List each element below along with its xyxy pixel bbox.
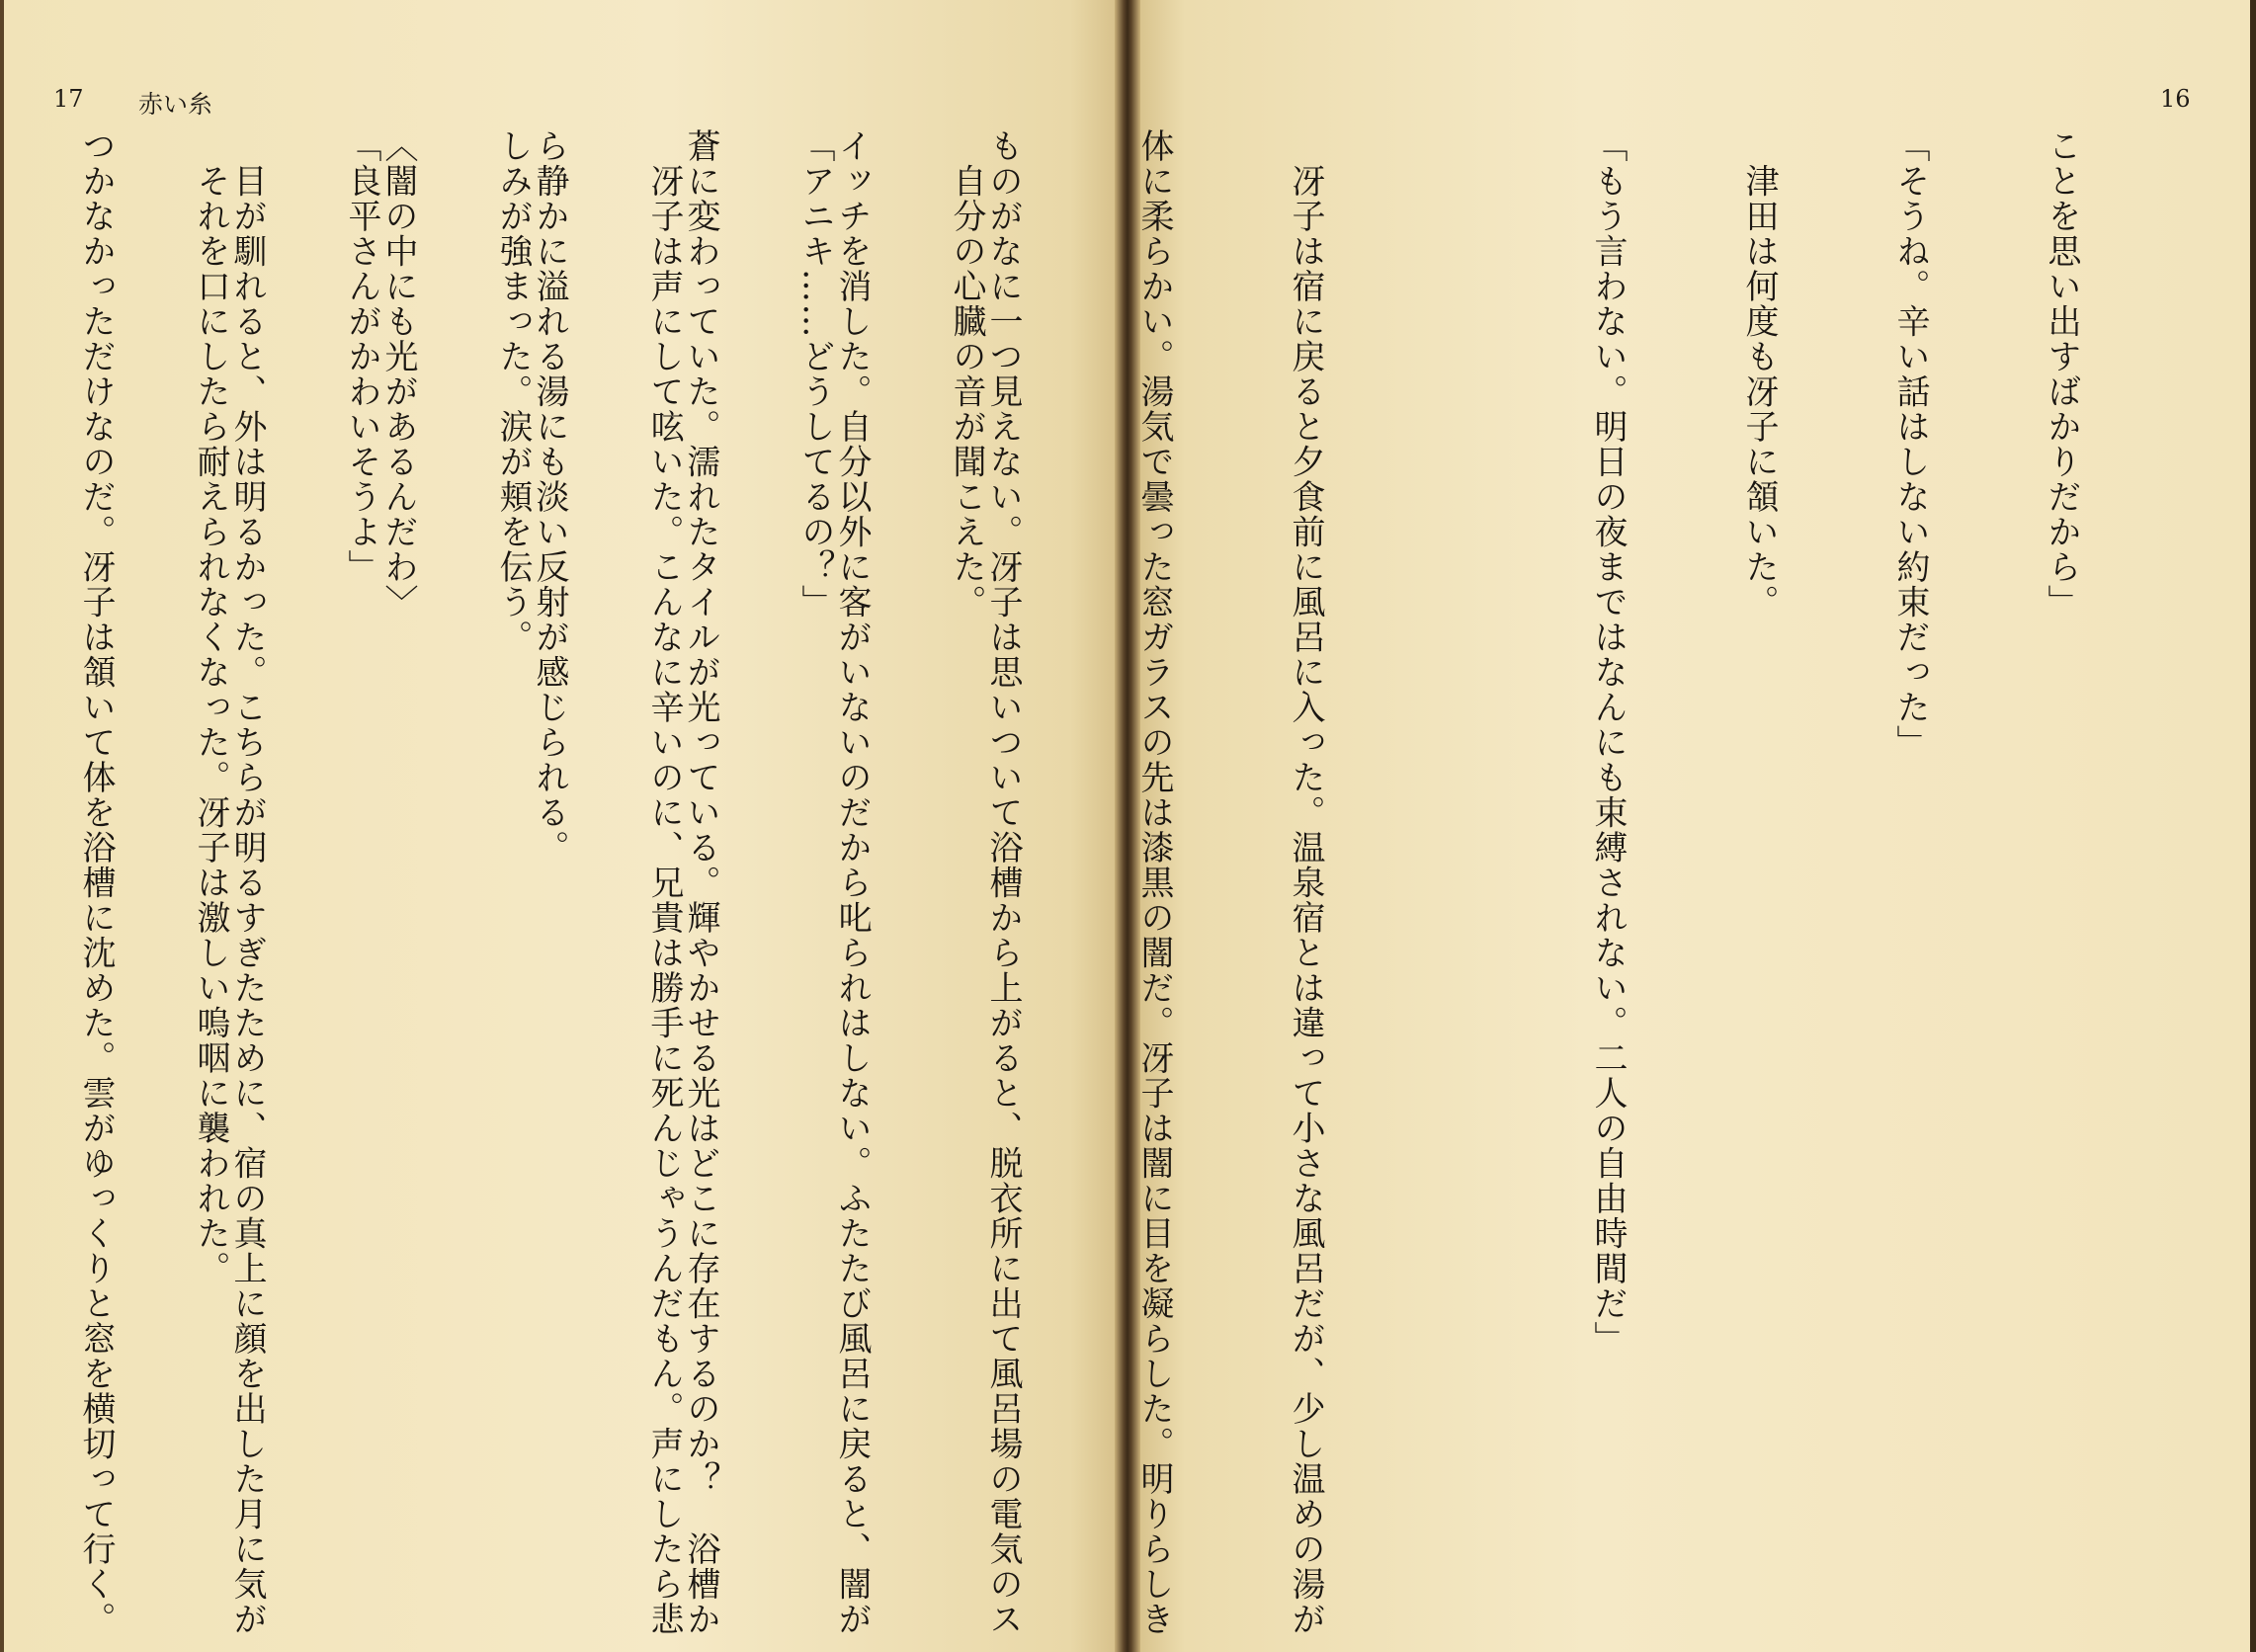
text-line: 冴子は宿に戻ると夕食前に風呂に入った。温泉宿とは違って小さな風呂だが、少し温めの湯が — [1286, 128, 1325, 1637]
text-line: 津田は何度も冴子に頷いた。 — [1739, 128, 1779, 620]
text-line: 体に柔らかい。湯気で曇った窓ガラスの先は漆黒の闇だ。冴子は闇に目を凝らした。明りらしき — [1134, 128, 1174, 1637]
text-line: 目が馴れると、外は明るかった。こちらが明るすぎたために、宿の真上に顔を出した月に気が — [227, 128, 267, 1637]
text-line: ことを思い出すばかりだから」 — [2042, 128, 2081, 620]
text-line: 「そうね。辛い話はしない約束だった」 — [1890, 128, 1930, 760]
left-page-number: 17 — [53, 85, 84, 113]
text-line: 自分の心臓の音が聞こえた。 — [947, 128, 986, 620]
left-page-body — [84, 128, 1092, 1637]
text-line: しみが強まった。涙が頬を伝う。 — [493, 128, 533, 655]
text-line: 蒼に変わっていた。濡れたタイルが光っている。輝やかせる光はどこに存在するのか？ 浴槽か — [681, 128, 720, 1637]
text-line: 「もう言わない。明日の夜まではなんにも束縛されない。二人の自由時間だ」 — [1588, 128, 1628, 1357]
text-line: 「良平さんがかわいそうよ」 — [342, 128, 381, 585]
blank-line — [1431, 128, 1481, 1611]
text-line: イッチを消した。自分以外に客がいないのだから叱られはしない。ふたたび風呂に戻ると、闇が — [832, 128, 872, 1637]
blank-line — [34, 128, 84, 1611]
text-line: ものがなに一つ見えない。冴子は思いついて浴槽から上がると、脱衣所に出て風呂場の電気のス — [983, 128, 1023, 1637]
text-line: 冴子は声にして呟いた。こんなに辛いのに、兄貴は勝手に死んじゃうんだもん。声にしたら悲 — [644, 128, 684, 1637]
text-line: 「アニキ……どうしてるの？」 — [795, 128, 835, 620]
running-head: 赤い糸 — [138, 90, 213, 119]
scan-edge-right — [2250, 0, 2256, 1652]
text-line: つかなかっただけなのだ。冴子は頷いて体を浴槽に沈めた。雲がゆっくりと窓を横切って行く。 — [76, 128, 116, 1637]
text-line: それを口にしたら耐えられなくなった。冴子は激しい嗚咽に襲われた。 — [191, 128, 230, 1286]
text-line: ら静かに溢れる湯にも淡い反射が感じられる。 — [530, 128, 569, 866]
right-page-number: 16 — [2160, 85, 2191, 113]
text-line: 〈闇の中にも光があるんだわ〉 — [378, 128, 418, 620]
